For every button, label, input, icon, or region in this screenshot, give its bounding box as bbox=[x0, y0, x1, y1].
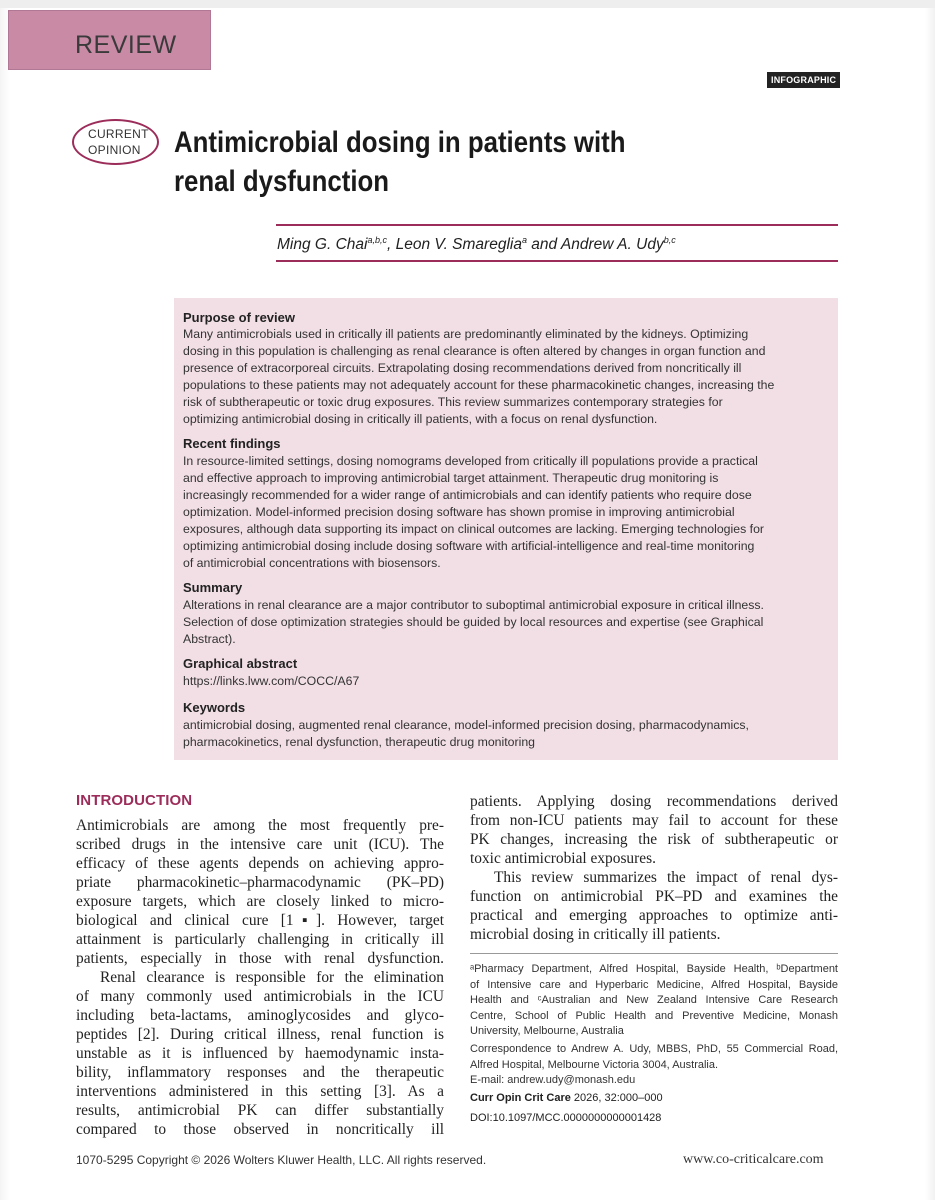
author-sep: , bbox=[386, 236, 396, 254]
summary-heading: Summary bbox=[183, 580, 243, 595]
logo-line-2: OPINION bbox=[88, 143, 141, 157]
text-line: Correspondence to Andrew A. Udy, MBBS, PhD, 55 Commercial Road, bbox=[470, 1043, 838, 1055]
graphical-abstract-link[interactable]: https://links.lww.com/COCC/A67 bbox=[183, 674, 360, 688]
text-line: antimicrobial dosing, augmented renal clearance, model-informed precision dosing, pharmacodynamics, bbox=[183, 718, 749, 732]
top-edge bbox=[0, 0, 935, 8]
text-line: including beta-lactams, aminoglycosides and glyco- bbox=[76, 1007, 444, 1024]
copyright-notice: 1070-5295 Copyright © 2026 Wolters Kluwer Health, LLC. All rights reserved. bbox=[76, 1153, 487, 1167]
text-line: ᵃPharmacy Department, Alfred Hospital, Bayside Health, ᵇDepartment bbox=[470, 963, 838, 975]
infographic-badge: INFOGRAPHIC bbox=[767, 72, 840, 88]
text-line: of antimicrobial concentrations with biosensors. bbox=[183, 556, 441, 570]
text-line: and effective approach to improving antimicrobial target attainment. Therapeutic drug monitoring is bbox=[183, 471, 719, 485]
text-line: Renal clearance is responsible for the elimination bbox=[100, 969, 444, 986]
affiliations bbox=[470, 962, 838, 1040]
current-opinion-logo bbox=[72, 119, 159, 165]
author-sep: and bbox=[526, 236, 561, 254]
author-name: Andrew A. Udy bbox=[560, 236, 664, 254]
text-line: scribed drugs in the intensive care unit (ICU). The bbox=[76, 836, 444, 853]
section-tab bbox=[8, 10, 211, 70]
author-name: Ming G. Chai bbox=[277, 236, 368, 254]
text-line: dosing in this population is challenging as renal clearance is often altered by changes in organ function and bbox=[183, 344, 766, 358]
text-line: Alterations in renal clearance are a major contributor to suboptimal antimicrobial exposure in critical illness. bbox=[183, 598, 764, 612]
text-line: exposures, although data supporting its impact on clinical outcomes are lacking. Emerging technologies for bbox=[183, 522, 765, 536]
text-line: In resource-limited settings, dosing nomograms developed from critically ill populations provide a practical bbox=[183, 454, 758, 468]
text-line: unstable as it is influenced by haemodynamic insta- bbox=[76, 1045, 444, 1062]
doi[interactable]: DOI:10.1097/MCC.0000000000001428 bbox=[470, 1112, 662, 1124]
footnote-separator bbox=[470, 953, 838, 954]
introduction-heading: INTRODUCTION bbox=[76, 792, 193, 809]
purpose-heading: Purpose of review bbox=[183, 310, 295, 325]
text-line: biological and clinical cure [1▪]. However, target bbox=[76, 912, 444, 929]
journal-website[interactable]: www.co-criticalcare.com bbox=[683, 1152, 824, 1167]
email-line[interactable]: E-mail: andrew.udy@monash.edu bbox=[470, 1074, 636, 1086]
findings-heading: Recent findings bbox=[183, 436, 281, 451]
text-line: practical and emerging approaches to optimize anti- bbox=[470, 907, 838, 924]
author-affil: a,b,c bbox=[367, 235, 387, 245]
intro-left-column bbox=[76, 816, 444, 1139]
author-affil: b,c bbox=[663, 235, 676, 245]
author-affil: a bbox=[521, 235, 527, 245]
intro-right-column bbox=[470, 792, 838, 944]
graphical-abstract-heading: Graphical abstract bbox=[183, 656, 298, 671]
text-line: University, Melbourne, Australia bbox=[470, 1025, 624, 1037]
correspondence bbox=[470, 1042, 838, 1089]
text-line: priate pharmacokinetic–pharmacodynamic (PK–PD) bbox=[76, 874, 444, 891]
text-line: of Intensive care and Hyperbaric Medicine, Alfred Hospital, Bayside bbox=[470, 978, 838, 991]
text-line: toxic antimicrobial exposures. bbox=[470, 850, 656, 867]
text-line: patients. Applying dosing recommendations derived bbox=[470, 793, 838, 810]
text-line: Centre, School of Public Health and Preventive Medicine, Monash bbox=[470, 1009, 838, 1022]
author-list bbox=[277, 235, 676, 254]
title-rule bbox=[276, 224, 838, 226]
text-line: PK changes, increasing the risk of subtherapeutic or bbox=[470, 831, 838, 848]
section-label: REVIEW bbox=[75, 31, 177, 59]
text-line: efficacy of these agents depends on achieving appro- bbox=[76, 855, 444, 872]
text-line: results, antimicrobial PK can differ substantially bbox=[76, 1102, 444, 1119]
text-line: optimizing antimicrobial dosing in critically ill patients, with a focus on renal dysfunction. bbox=[183, 412, 658, 426]
keywords-text bbox=[183, 717, 828, 751]
text-line: patients, especially in those with renal dysfunction. bbox=[76, 950, 444, 967]
journal-volume: 2026, 32:000–000 bbox=[570, 1092, 663, 1104]
journal-citation bbox=[470, 1092, 663, 1104]
text-line: Health and ᶜAustralian and New Zealand Intensive Care Research bbox=[470, 994, 838, 1006]
text-line: pharmacokinetics, renal dysfunction, therapeutic drug monitoring bbox=[183, 735, 536, 749]
text-line: of many commonly used antimicrobials in the ICU bbox=[76, 988, 444, 1005]
text-line: populations to these patients may not adequately account for these pharmacokinetic changes, increasing the bbox=[183, 378, 775, 392]
text-line: microbial dosing in critically ill patients. bbox=[470, 926, 721, 943]
purpose-text bbox=[183, 326, 828, 428]
author-name: Leon V. Smareglia bbox=[395, 236, 522, 254]
text-line: This review summarizes the impact of renal dys- bbox=[494, 869, 838, 886]
text-line: Alfred Hospital, Melbourne Victoria 3004, Australia. bbox=[470, 1058, 719, 1071]
text-line: attainment is particularly challenging in critically ill bbox=[76, 931, 444, 948]
findings-text bbox=[183, 453, 828, 572]
text-line: risk of subtherapeutic or toxic drug exposures. This review summarizes contemporary strategies for bbox=[183, 395, 723, 409]
authors-rule bbox=[276, 260, 838, 262]
text-line: increasingly recommended for a wider range of antimicrobials and can identify patients who require dose bbox=[183, 488, 752, 502]
text-line: from non-ICU patients may fail to account for these bbox=[470, 812, 838, 829]
text-line: bility, inflammatory responses and the therapeutic bbox=[76, 1064, 444, 1081]
text-line: interventions administered in this setting [3]. As a bbox=[76, 1083, 444, 1100]
logo-line-1: CURRENT bbox=[88, 127, 149, 141]
text-line: Many antimicrobials used in critically ill patients are predominantly eliminated by the kidneys. Optimizing bbox=[183, 327, 749, 341]
article-title: Antimicrobial dosing in patients with renal dysfunction bbox=[174, 126, 626, 198]
keywords-heading: Keywords bbox=[183, 700, 246, 715]
text-line: exposure targets, which are closely linked to micro- bbox=[76, 893, 444, 910]
text-line: function on antimicrobial PK–PD and examines the bbox=[470, 888, 838, 905]
text-line: presence of extracorporeal circuits. Extrapolating dosing recommendations derived from noncritically ill bbox=[183, 361, 742, 375]
journal-name: Curr Opin Crit Care bbox=[470, 1092, 571, 1104]
text-line: optimization. Model-informed precision dosing software has shown promise in improving antimicrobial bbox=[183, 505, 735, 519]
text-line: compared to those observed in noncritically ill bbox=[76, 1121, 444, 1138]
text-line: Selection of dose optimization strategies should be guided by local resources and expertise (see Graphical bbox=[183, 615, 764, 629]
text-line: Abstract). bbox=[183, 632, 236, 646]
text-line: peptides [2]. During critical illness, renal function is bbox=[76, 1026, 444, 1043]
summary-text bbox=[183, 597, 828, 648]
text-line: Antimicrobials are among the most frequently pre- bbox=[76, 817, 444, 834]
text-line: optimizing antimicrobial dosing include dosing software with artificial-intelligence and real-time monitoring bbox=[183, 539, 755, 553]
